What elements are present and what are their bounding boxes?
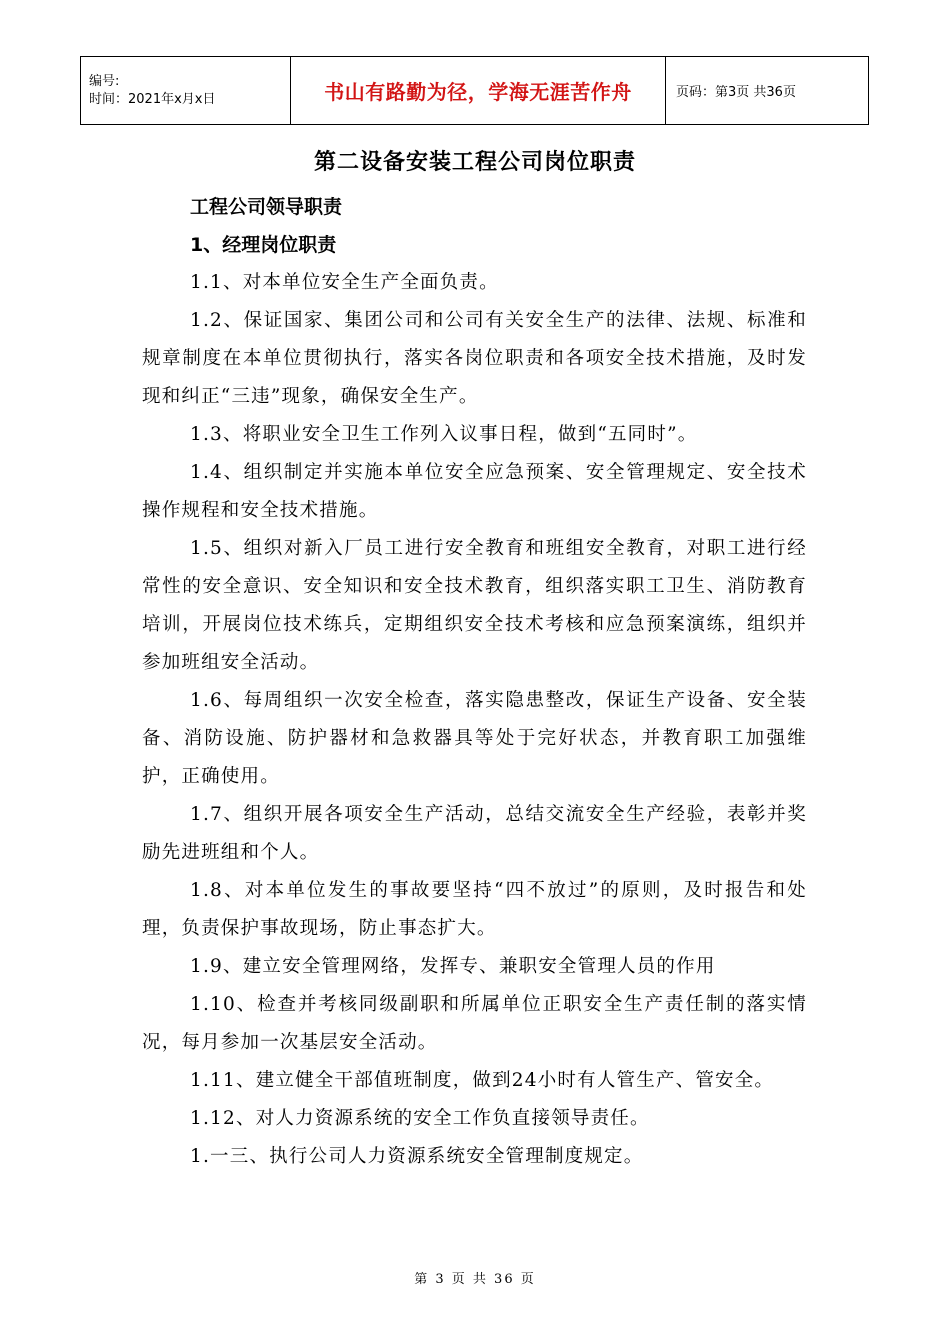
paragraph-1-1: 1.1、对本单位安全生产全面负责。	[190, 272, 499, 293]
paragraph-1-6: 1.6、每周组织一次安全检查，落实隐患整改，保证生产设备、安全装备、消防设施、防护器材和急救器具等处于完好状态，并教育职工加强维护，正确使用。	[142, 690, 807, 787]
paragraph-1-9: 1.9、建立安全管理网络，发挥专、兼职安全管理人员的作用	[190, 956, 716, 977]
time-label: 时间：2021年x月x日	[89, 91, 216, 107]
subsection-heading: 1、经理岗位职责	[190, 234, 337, 256]
header-meta-cell	[81, 57, 291, 125]
paragraph-1-8: 1.8、对本单位发生的事故要坚持“四不放过”的原则，及时报告和处理，负责保护事故现场，防止事态扩大。	[142, 880, 807, 939]
page-footer: 第 3 页 共 36 页	[414, 1272, 536, 1287]
document-body	[142, 188, 807, 1176]
header-page-info: 页码：第3页 共36页	[666, 57, 869, 125]
paragraph-1-4: 1.4、组织制定并实施本单位安全应急预案、安全管理规定、安全技术操作规程和安全技术措施。	[142, 462, 807, 521]
paragraph-1-7: 1.7、组织开展各项安全生产活动，总结交流安全生产经验，表彰并奖励先进班组和个人。	[142, 804, 807, 863]
section-heading: 工程公司领导职责	[190, 196, 343, 218]
paragraph-1-5: 1.5、组织对新入厂员工进行安全教育和班组安全教育，对职工进行经常性的安全意识、安全知识和安全技术教育，组织落实职工卫生、消防教育培训，开展岗位技术练兵，定期组织安全技术考核和应急预案演练，组织并参加班组安全活动。	[142, 538, 807, 673]
document-title: 第二设备安装工程公司岗位职责	[313, 150, 636, 175]
number-label: 编号:	[89, 73, 120, 89]
paragraph-1-3: 1.3、将职业安全卫生工作列入议事日程，做到“五同时”。	[190, 424, 698, 445]
paragraph-1-12: 1.12、对人力资源系统的安全工作负直接领导责任。	[190, 1108, 650, 1129]
header-table	[80, 56, 869, 125]
paragraph-1-13: 1.一三、执行公司人力资源系统安全管理制度规定。	[190, 1146, 644, 1167]
paragraph-1-10: 1.10、检查并考核同级副职和所属单位正职安全生产责任制的落实情况，每月参加一次基层安全活动。	[142, 994, 807, 1053]
paragraph-1-2: 1.2、保证国家、集团公司和公司有关安全生产的法律、法规、标准和规章制度在本单位贯彻执行，落实各岗位职责和各项安全技术措施，及时发现和纠正“三违”现象，确保安全生产。	[142, 310, 807, 407]
header-motto: 书山有路勤为径，学海无涯苦作舟	[291, 57, 666, 125]
paragraph-1-11: 1.11、建立健全干部值班制度，做到24小时有人管生产、管安全。	[190, 1070, 775, 1091]
